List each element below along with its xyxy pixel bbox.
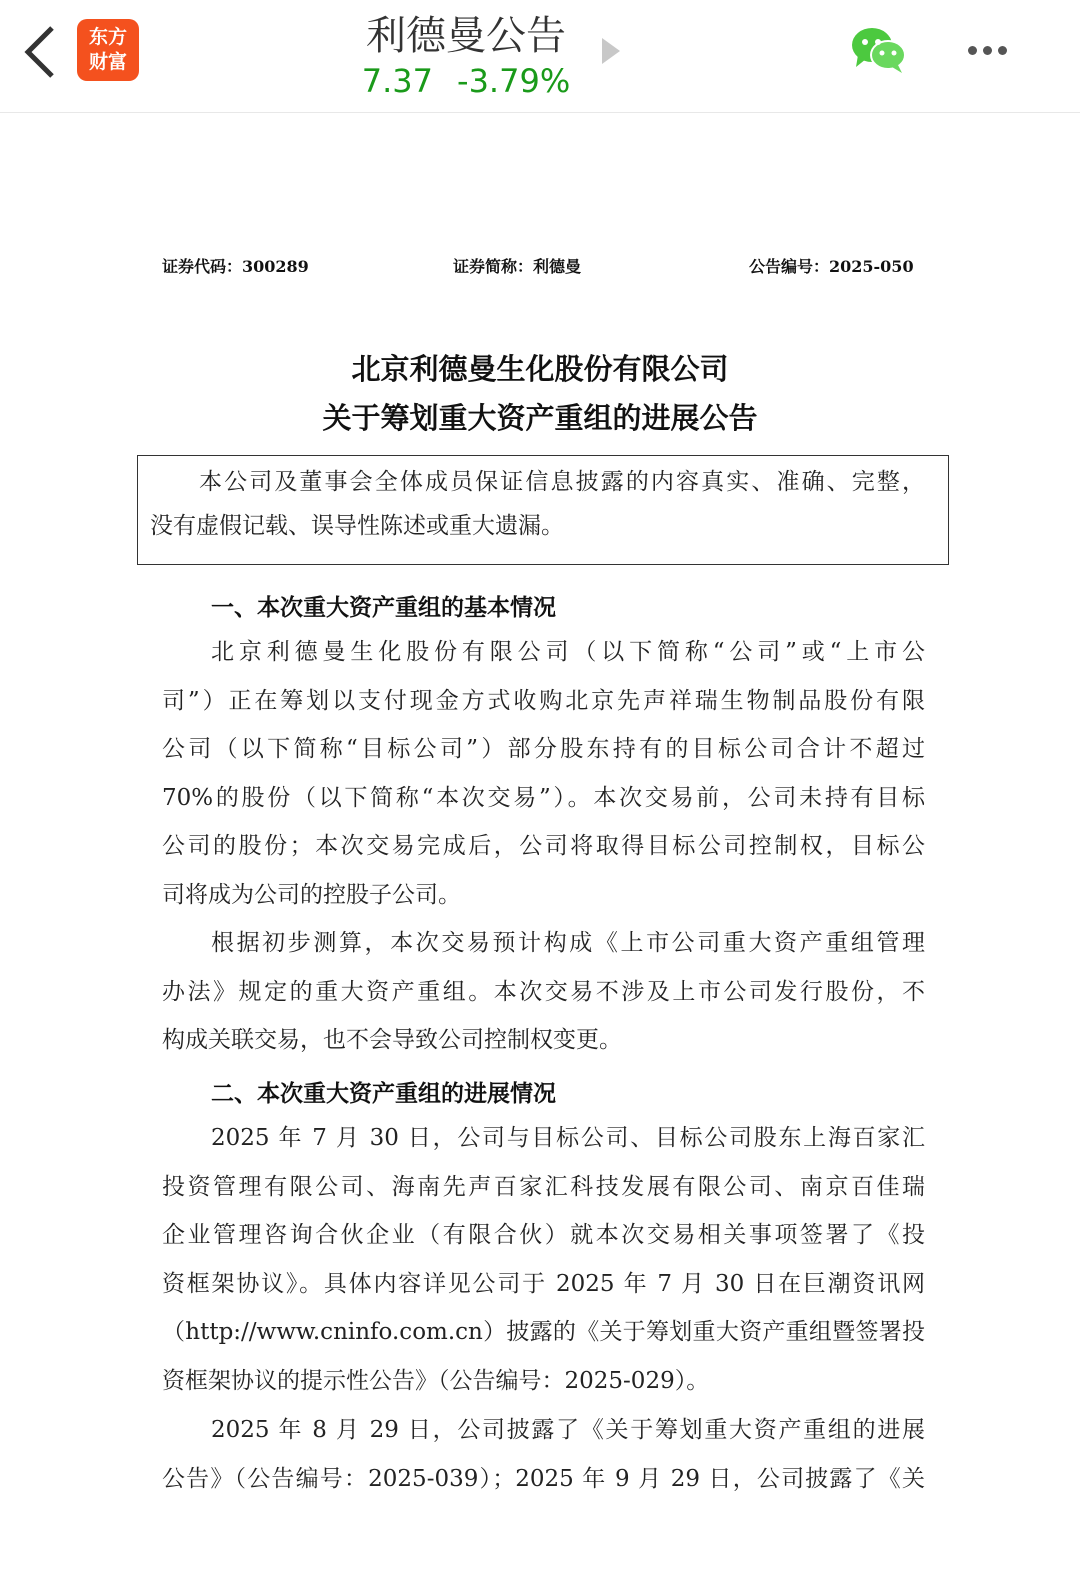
paragraph-line: 资框架协议的提示性公告》（公告编号：2025-029）。 bbox=[162, 1368, 710, 1394]
paragraph-line: （http://www.cninfo.com.cn）披露的《关于筹划重大资产重组暨签署投 bbox=[162, 1319, 925, 1346]
doc-title-1: 北京利德曼生化股份有限公司 bbox=[351, 352, 729, 386]
paragraph-line: 70%的股份（以下简称“本次交易”）。本次交易前，公司未持有目标 bbox=[162, 784, 925, 811]
wechat-share-icon[interactable] bbox=[850, 27, 910, 75]
paragraph-line: 构成关联交易，也不会导致公司控制权变更。 bbox=[162, 1027, 622, 1054]
security-code: 证券代码：300289 bbox=[162, 257, 309, 276]
disclaimer-line: 没有虚假记载、误导性陈述或重大遗漏。 bbox=[150, 513, 564, 539]
paragraph-line: 公告》（公告编号：2025-039）；2025 年 9 月 29 日，公司披露了《关 bbox=[162, 1465, 925, 1492]
paragraph-line: 根据初步测算，本次交易预计构成《上市公司重大资产重组管理 bbox=[211, 930, 925, 956]
paragraph-line: 资框架协议》。具体内容详见公司于 2025 年 7 月 30 日在巨潮资讯网 bbox=[162, 1270, 925, 1297]
page-title: 利德曼公告 bbox=[366, 13, 566, 59]
paragraph-line: 公司的股份；本次交易完成后，公司将取得目标公司控制权，目标公 bbox=[162, 833, 925, 860]
paragraph-line: 办法》规定的重大资产重组。本次交易不涉及上市公司发行股份，不 bbox=[162, 978, 925, 1005]
paragraph-line: 企业管理咨询合伙企业（有限合伙）就本次交易相关事项签署了《投 bbox=[162, 1222, 925, 1249]
paragraph-line: 投资管理有限公司、海南先声百家汇科技发展有限公司、南京百佳瑞 bbox=[162, 1173, 925, 1200]
paragraph-line: 司将成为公司的控股子公司。 bbox=[162, 882, 461, 908]
back-arrow-icon[interactable] bbox=[22, 24, 62, 80]
stock-change: -3.79% bbox=[457, 62, 571, 100]
top-bar bbox=[0, 0, 1080, 113]
notice-number: 公告编号：2025-050 bbox=[749, 257, 914, 276]
section-heading-1: 一、本次重大资产重组的基本情况 bbox=[211, 594, 556, 621]
stock-price: 7.37 bbox=[361, 62, 434, 100]
section-heading-2: 二、本次重大资产重组的进展情况 bbox=[211, 1080, 556, 1107]
paragraph-line: 司”）正在筹划以支付现金方式收购北京先声祥瑞生物制品股份有限 bbox=[162, 687, 925, 714]
paragraph-line: 北京利德曼生化股份有限公司（以下简称“公司”或“上市公 bbox=[211, 639, 925, 665]
disclaimer-line: 本公司及董事会全体成员保证信息披露的内容真实、准确、完整， bbox=[199, 469, 925, 495]
paragraph-line: 公司（以下简称“目标公司”）部分股东持有的目标公司合计不超过 bbox=[162, 736, 925, 763]
more-options-icon[interactable] bbox=[965, 40, 1025, 62]
security-name: 证券简称：利德曼 bbox=[453, 257, 582, 276]
paragraph-line: 2025 年 8 月 29 日，公司披露了《关于筹划重大资产重组的进展 bbox=[211, 1417, 925, 1443]
app-logo bbox=[77, 19, 139, 81]
doc-title-2: 关于筹划重大资产重组的进展公告 bbox=[322, 401, 758, 435]
expand-arrow-icon[interactable] bbox=[602, 38, 620, 64]
logo-text-1: 东方 bbox=[88, 26, 127, 48]
stock-quote bbox=[300, 62, 632, 100]
logo-text-2: 财富 bbox=[88, 51, 127, 73]
paragraph-line: 2025 年 7 月 30 日，公司与目标公司、目标公司股东上海百家汇 bbox=[211, 1125, 925, 1151]
